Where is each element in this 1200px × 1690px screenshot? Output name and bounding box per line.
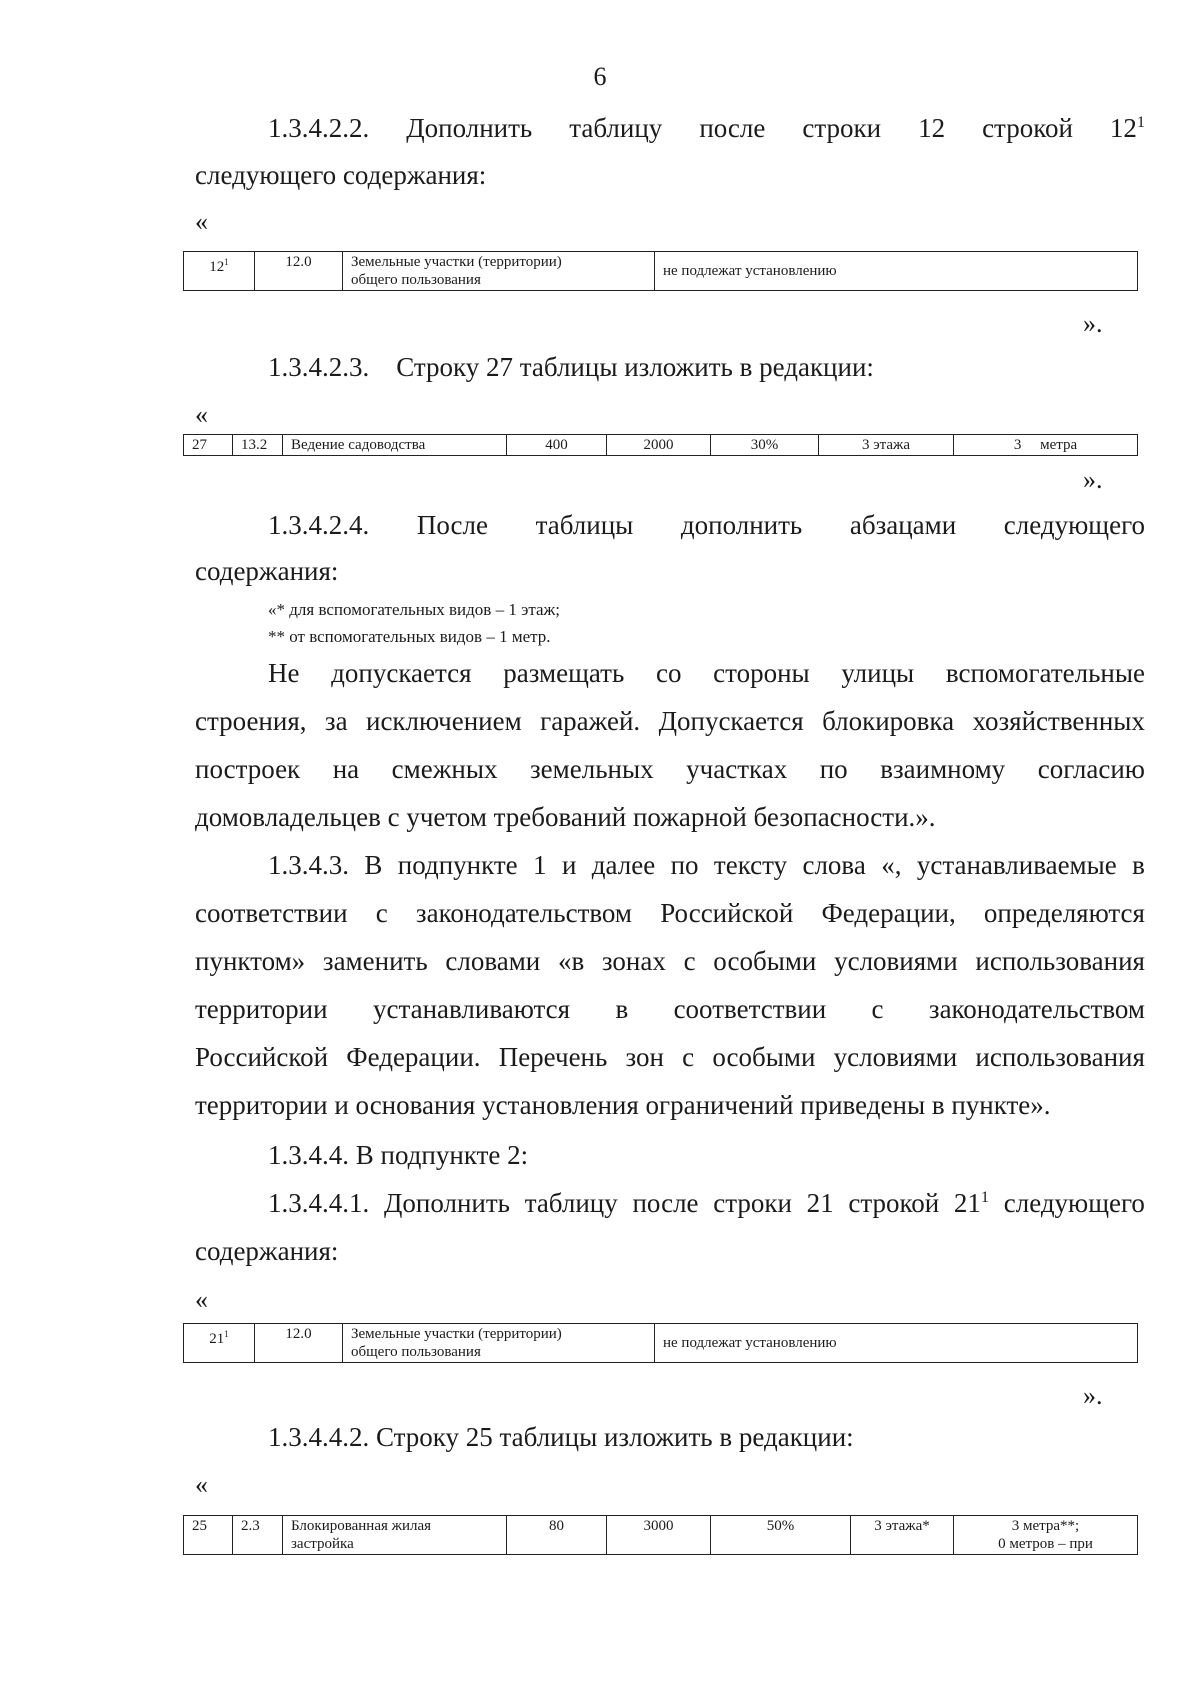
word: строкой <box>848 1188 940 1218</box>
word: и <box>561 850 577 880</box>
s5-continuation: содержания: <box>195 1236 339 1266</box>
word: после <box>632 1188 699 1218</box>
s3-para-line <box>268 658 1145 689</box>
word: особыми <box>713 946 817 976</box>
table-cell: 3 метра <box>954 435 1138 456</box>
s3-heading-word: дополнить <box>680 510 803 540</box>
table-cell: 2000 <box>607 435 711 456</box>
s4-line <box>195 946 1145 977</box>
s6-open-quote: « <box>195 1470 208 1499</box>
table-cell: 13.2 <box>233 435 283 456</box>
s1-heading-word: Дополнить <box>406 113 533 143</box>
word: словами <box>445 946 541 976</box>
word: построек <box>195 754 301 784</box>
table-row <box>184 1516 1138 1555</box>
s3-para-line <box>195 754 1145 785</box>
s4-line <box>195 994 1145 1025</box>
s3-heading-word: следующего <box>1003 510 1145 540</box>
word: следующего <box>1003 1188 1145 1218</box>
word: стороны <box>713 658 810 688</box>
word: в <box>615 994 629 1024</box>
word: с <box>682 1042 695 1072</box>
word: слова <box>802 850 866 880</box>
word: территории <box>195 994 328 1024</box>
cell-line: 0 метров – при <box>998 1536 1093 1552</box>
table-cell: 30% <box>711 435 819 456</box>
row-number-sup: 1 <box>224 257 229 267</box>
s4-line <box>195 898 1145 929</box>
word: Дополнить <box>383 1188 510 1218</box>
s1-close-quote: ». <box>1083 309 1103 338</box>
word: земельных <box>530 754 654 784</box>
word: Федерации. <box>346 1042 481 1072</box>
s1-heading-word: 12 <box>918 113 946 143</box>
s5-table <box>183 1323 1138 1363</box>
s3-note-2: ** от вспомогательных видов – 1 метр. <box>268 627 551 646</box>
table-cell-code: 12.0 <box>255 252 343 291</box>
s6-heading: 1.3.4.4.2. Строку 25 таблицы изложить в редакции: <box>268 1422 854 1452</box>
word: размещать <box>503 658 625 688</box>
word: таблицу <box>524 1188 618 1218</box>
word: участках <box>686 754 788 784</box>
word: определяются <box>983 898 1145 928</box>
word: на <box>332 754 360 784</box>
word: с <box>375 898 388 928</box>
word: пунктом» <box>195 946 306 976</box>
s5-open-quote: « <box>195 1285 208 1314</box>
table-cell-row-number <box>184 1324 255 1363</box>
word: далее <box>591 850 656 880</box>
word: хозяйственных <box>972 706 1145 736</box>
table-cell <box>954 1516 1138 1555</box>
table-cell: 3 этажа* <box>851 1516 954 1555</box>
s4-last-line: территории и основания установления ограничений приведены в пункте». <box>195 1090 1051 1120</box>
word: 1 <box>533 850 547 880</box>
word: условиями <box>833 1042 958 1072</box>
cell-line: 3 метра**; <box>1011 1518 1080 1534</box>
s1-open-quote: « <box>195 207 208 236</box>
word: «в <box>557 946 585 976</box>
s5-heading: 1.3.4.4. В подпункте 2: <box>268 1140 529 1170</box>
cell-line: Блокированная жилая <box>291 1518 432 1534</box>
s1-heading-tail <box>1110 113 1145 144</box>
s5-sub-heading <box>268 1188 1145 1219</box>
table-cell: 3 этажа <box>819 435 954 456</box>
table-row <box>184 1324 1138 1363</box>
word: «, <box>881 850 902 880</box>
word: блокировка <box>822 706 955 736</box>
s3-continuation: содержания: <box>195 556 339 586</box>
table-cell: 400 <box>507 435 607 456</box>
s1-heading-word: после <box>699 113 766 143</box>
s3-para-last: домовладельцев с учетом требований пожарной безопасности.». <box>195 802 936 832</box>
table-row <box>184 435 1138 456</box>
table-cell: 3000 <box>607 1516 711 1555</box>
word: использования <box>975 1042 1145 1072</box>
word: Не <box>268 658 300 688</box>
s4-line <box>195 1042 1145 1073</box>
cell-line: застройка <box>291 1536 354 1552</box>
word: гаражей. <box>540 706 641 736</box>
word: В <box>364 850 383 880</box>
word: зонах <box>601 946 666 976</box>
word: за <box>324 706 348 736</box>
row-number: 21 <box>209 1331 225 1347</box>
s4-heading <box>268 850 1145 881</box>
s3-heading-word: После <box>416 510 488 540</box>
word: Допускается <box>658 706 804 736</box>
word: устанавливаются <box>372 994 571 1024</box>
word: исключением <box>366 706 522 736</box>
s2-heading: 1.3.4.2.3. Строку 27 таблицы изложить в редакции: <box>268 352 874 382</box>
word: условиями <box>834 946 958 976</box>
s3-heading-word: абзацами <box>849 510 957 540</box>
sub-number-sup: 1 <box>980 1188 990 1206</box>
table-cell: 27 <box>184 435 233 456</box>
word: взаимному <box>880 754 1006 784</box>
s3-note-1: «* для вспомогательных видов – 1 этаж; <box>268 600 561 619</box>
table-cell: 80 <box>507 1516 607 1555</box>
name-line: общего пользования <box>351 272 481 288</box>
s6-table <box>183 1515 1138 1555</box>
table-row <box>184 252 1138 291</box>
word: Федерации, <box>821 898 956 928</box>
word: тексту <box>713 850 788 880</box>
table-cell-code: 12.0 <box>255 1324 343 1363</box>
s1-heading-sup: 1 <box>1136 113 1145 131</box>
word: с <box>871 994 884 1024</box>
word: с <box>683 946 696 976</box>
s3-heading-word: 1.3.4.2.4. <box>268 510 370 540</box>
table-cell-row-number <box>184 252 255 291</box>
table-cell-value: не подлежат установлению <box>655 1324 1138 1363</box>
word: соответствии <box>673 994 827 1024</box>
table-cell-name <box>343 252 655 291</box>
word: Российской <box>195 1042 329 1072</box>
word: смежных <box>391 754 498 784</box>
word: строки <box>713 1188 792 1218</box>
name-line: Земельные участки (территории) <box>351 254 562 270</box>
word: по <box>819 754 848 784</box>
word: законодательством <box>928 994 1145 1024</box>
table-cell: 2.3 <box>233 1516 283 1555</box>
page-number: 6 <box>593 62 607 91</box>
word <box>954 1188 989 1219</box>
s3-para-line <box>195 706 1145 737</box>
word: законодательством <box>415 898 633 928</box>
word: Российской <box>660 898 794 928</box>
row-number-sup: 1 <box>224 1329 229 1339</box>
s1-heading-word: 1.3.4.2.2. <box>268 113 370 143</box>
word: со <box>655 658 682 688</box>
word: допускается <box>331 658 472 688</box>
s1-table <box>183 251 1138 291</box>
s3-heading <box>268 510 1145 541</box>
s1-heading-word: таблицу <box>569 113 663 143</box>
table-cell: Ведение садоводства <box>283 435 507 456</box>
s1-heading-word: строкой <box>982 113 1073 143</box>
word: использования <box>975 946 1145 976</box>
word: заменить <box>322 946 428 976</box>
s1-heading-tail-num: 12 <box>1109 113 1137 143</box>
name-line: общего пользования <box>351 1344 481 1360</box>
word: 1.3.4.3. <box>268 850 349 880</box>
word: устанавливаемые <box>916 850 1117 880</box>
s2-close-quote: ». <box>1083 465 1103 494</box>
word: согласию <box>1037 754 1145 784</box>
word: Перечень <box>498 1042 608 1072</box>
s5-close-quote: ». <box>1083 1381 1103 1410</box>
word: по <box>670 850 699 880</box>
word: улицы <box>841 658 915 688</box>
word: зон <box>625 1042 664 1072</box>
word: вспомогательные <box>945 658 1145 688</box>
s1-continuation: следующего содержания: <box>195 160 487 190</box>
table-cell: 25 <box>184 1516 233 1555</box>
word: в <box>1132 850 1145 880</box>
word: строения, <box>195 706 307 736</box>
s2-table <box>183 434 1138 456</box>
row-number: 12 <box>209 259 225 275</box>
word: 21 <box>806 1188 834 1218</box>
table-cell-value: не подлежат установлению <box>655 252 1138 291</box>
table-cell <box>283 1516 507 1555</box>
word: 1.3.4.4.1. <box>268 1188 370 1218</box>
sub-number: 21 <box>953 1188 981 1218</box>
word: особыми <box>712 1042 816 1072</box>
table-cell: 50% <box>711 1516 851 1555</box>
word: соответствии <box>195 898 348 928</box>
name-line: Земельные участки (территории) <box>351 1326 562 1342</box>
s3-heading-word: таблицы <box>535 510 634 540</box>
s1-heading <box>268 113 1145 144</box>
word: подпункте <box>397 850 518 880</box>
s1-heading-word: строки <box>802 113 882 143</box>
table-cell-name <box>343 1324 655 1363</box>
s2-open-quote: « <box>195 400 208 429</box>
